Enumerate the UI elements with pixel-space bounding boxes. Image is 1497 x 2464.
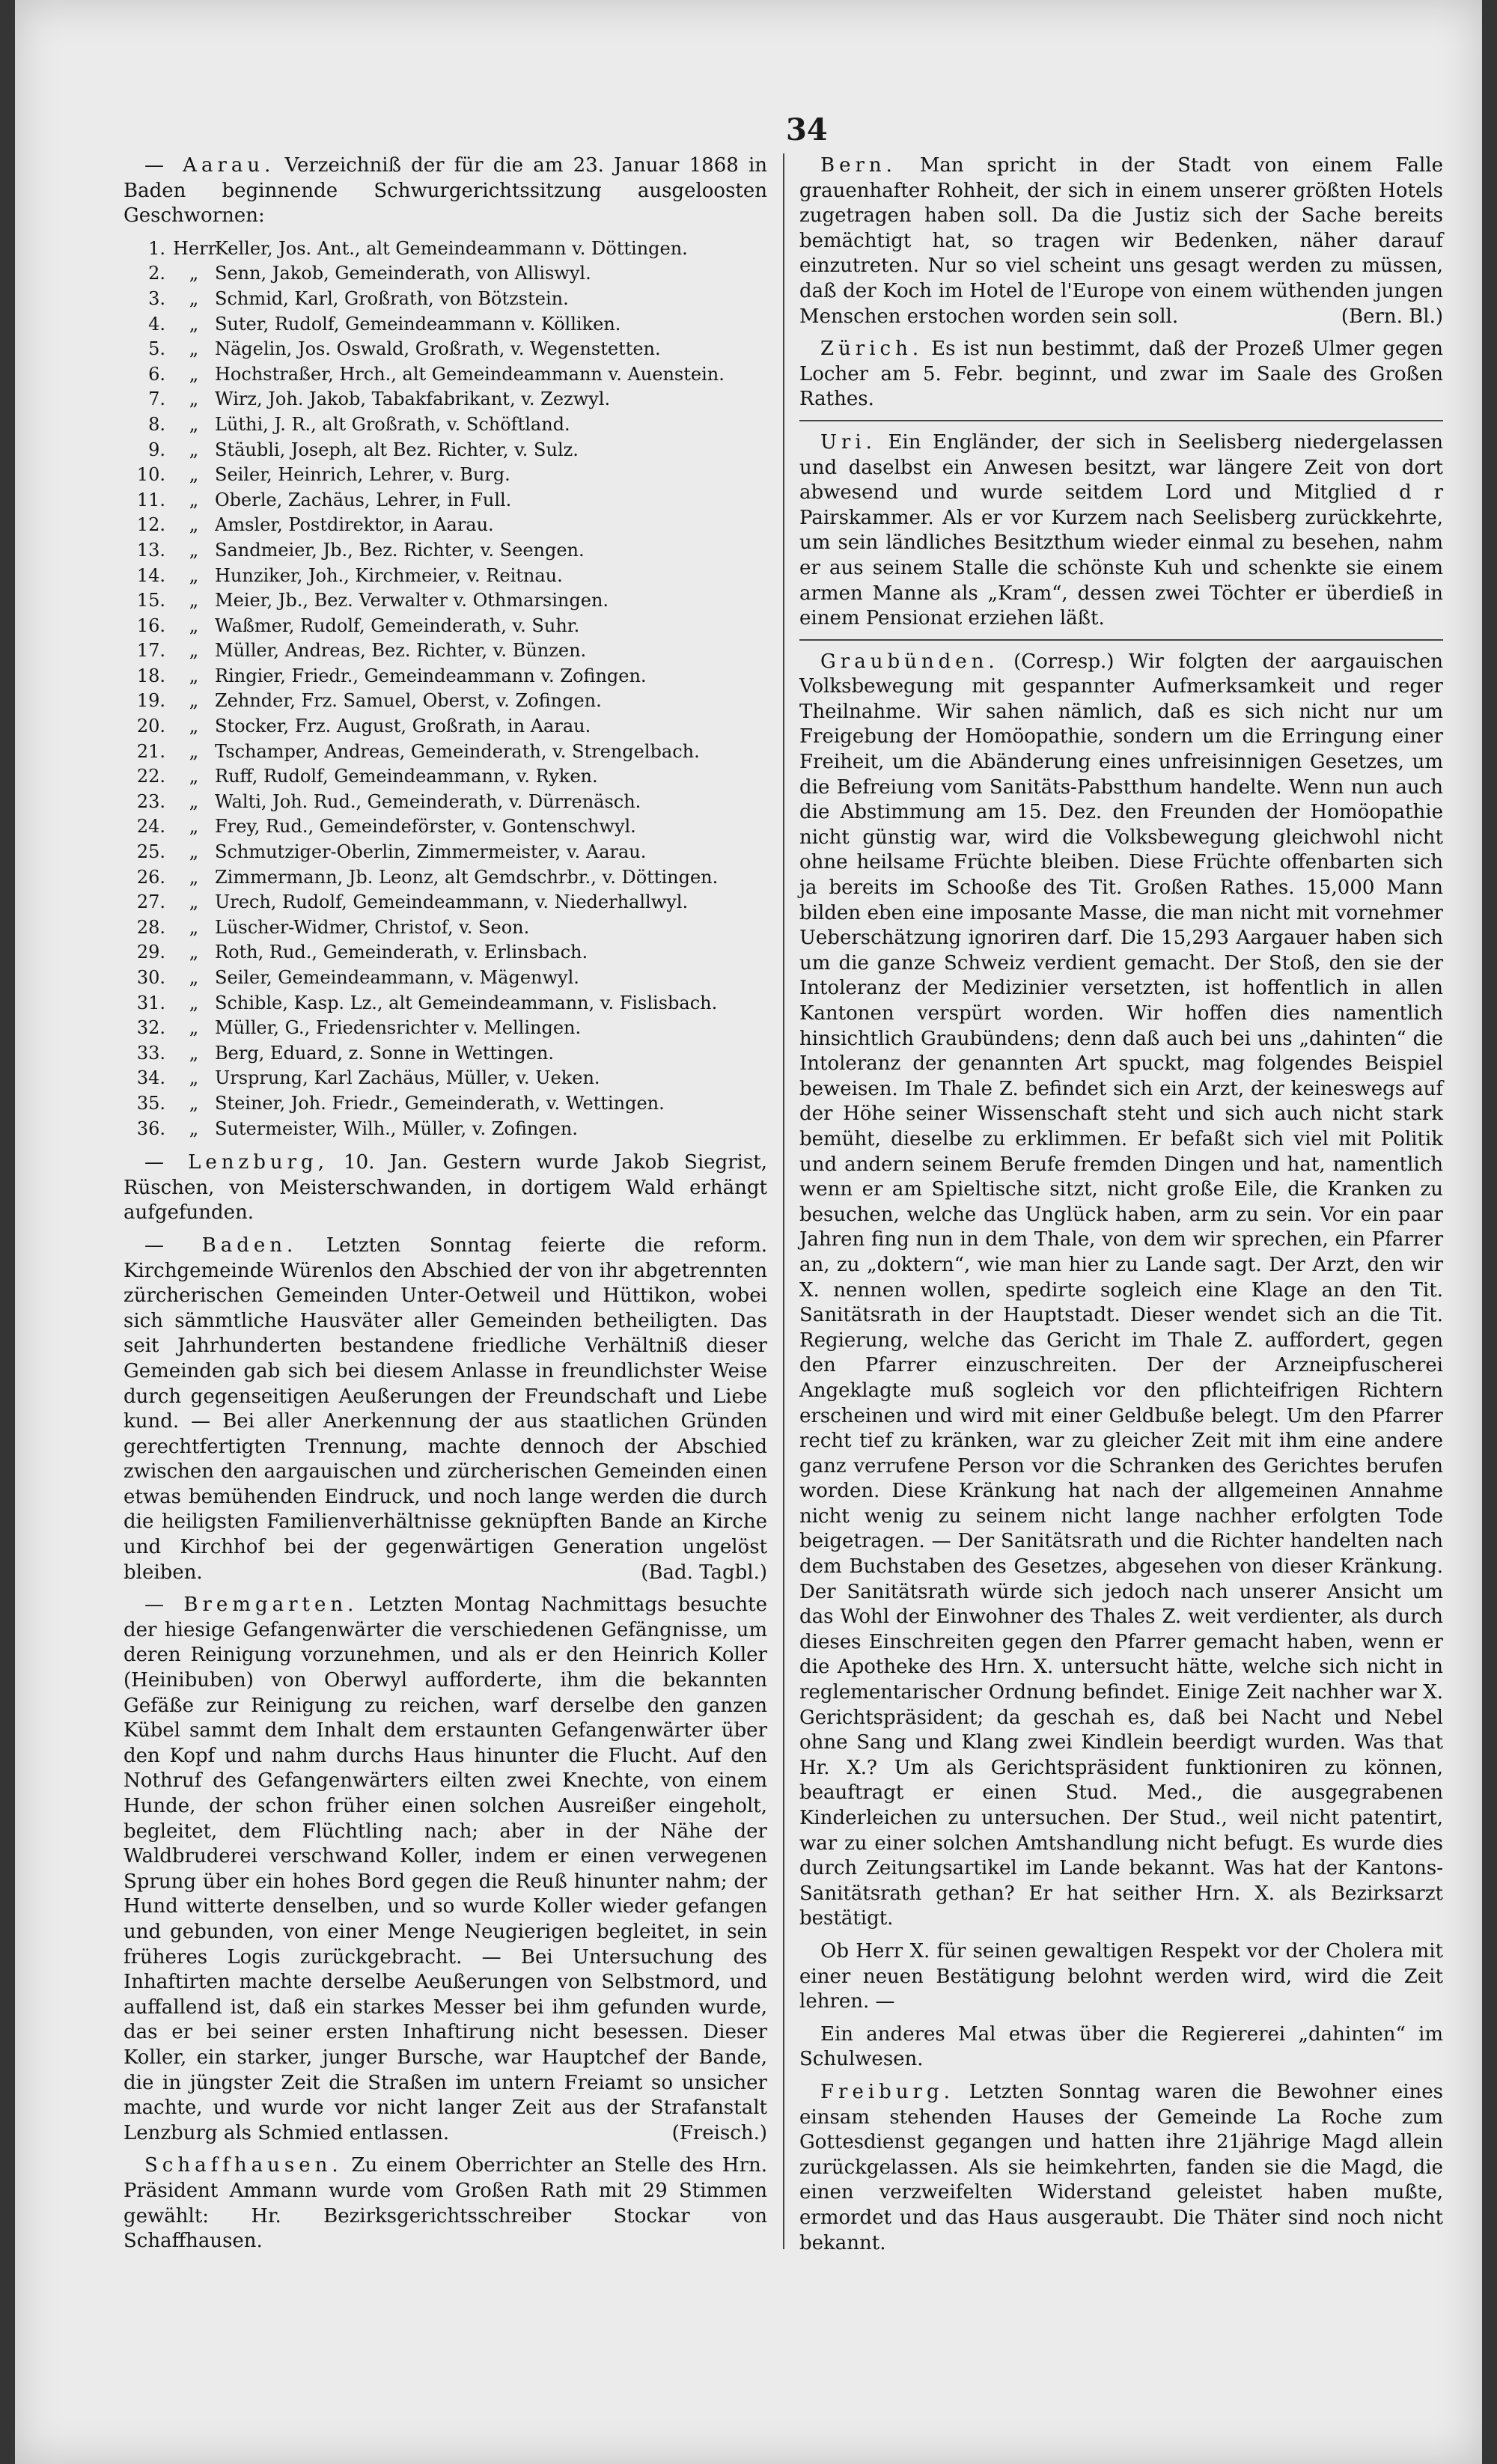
juror-row [124, 966, 767, 991]
juror-number: 33. [136, 1042, 165, 1064]
juror-number: 19. [136, 690, 165, 712]
juror-title: „ [189, 891, 199, 913]
juror-row [124, 764, 767, 790]
section-rule [799, 420, 1443, 421]
juror-name: Ruff, Rudolf, Gemeindeammann, v. Ryken. [215, 766, 598, 787]
juror-title: „ [189, 716, 199, 737]
juror-title: „ [189, 640, 199, 662]
juror-number: 23. [136, 790, 165, 812]
juror-number: 36. [136, 1117, 165, 1139]
juror-name: Senn, Jakob, Gemeinderath, von Alliswyl. [215, 263, 591, 284]
juror-name: Zehnder, Frz. Samuel, Oberst, v. Zofingen. [215, 690, 602, 712]
juror-row [124, 287, 767, 312]
juror-number: 24. [136, 816, 165, 838]
juror-row [124, 814, 767, 840]
juror-number: 17. [136, 640, 165, 662]
dateline: Graubünden. [820, 650, 999, 673]
article-text: Es ist nun bestimmt, daß der Prozeß Ulmer gegen Locher am 5. Febr. beginnt, und zwar im Saale des Großen Rathes. [799, 338, 1443, 411]
juror-row [124, 940, 767, 966]
juror-title: „ [189, 766, 199, 787]
juror-number: 2. [148, 263, 165, 284]
juror-row [124, 689, 767, 714]
juror-title: „ [189, 916, 199, 938]
juror-number: 31. [136, 992, 165, 1013]
juror-name: Amsler, Postdirektor, in Aarau. [215, 514, 494, 536]
juror-number: 26. [136, 866, 165, 888]
dateline: — Bremgarten. [144, 1594, 359, 1617]
article-text: Letzten Sonntag waren die Bewohner eines einsam stehenden Hauses der Gemeinde La Roche zum Gottesdienst gegangen und hatten ihre 21jährige Magd allein zurückgelassen. Als sie heimkehrten, fanden sie die Magd, die einen verzweifelten Widerstand geleistet haben mußte, ermordet und das Haus ausgeraubt. Die Thäter sind noch nicht bekannt. [799, 2080, 1444, 2254]
graubunden-paragraph: Ob Herr X. für seinen gewaltigen Respekt vor der Cholera mit einer neuen Bestätigung belohnt werden wird, wird die Zeit lehren. — [799, 1939, 1443, 2013]
juror-title: „ [189, 439, 199, 460]
juror-row [124, 1066, 767, 1091]
juror-number: 34. [136, 1067, 165, 1089]
juror-number: 1. [148, 237, 165, 259]
juror-name: Ringier, Friedr., Gemeindeammann v. Zofingen. [215, 665, 647, 686]
juror-number: 27. [136, 891, 165, 913]
juror-row [124, 588, 767, 614]
juror-title: „ [189, 615, 199, 636]
juror-number: 30. [136, 967, 165, 988]
juror-name: Ursprung, Karl Zachäus, Müller, v. Ueken. [215, 1067, 600, 1089]
juror-title: „ [189, 1067, 199, 1089]
juror-title: „ [189, 388, 199, 410]
juror-name: Keller, Jos. Ant., alt Gemeindeammann v. Döttingen. [215, 237, 688, 259]
juror-name: Suter, Rudolf, Gemeindeammann v. Kölliken. [215, 313, 621, 335]
juror-title: „ [189, 539, 199, 561]
article-text: 10. Jan. Gestern wurde Jakob Siegrist, Rüschen, von Meisterschwanden, in dortigem Wald erhängt aufgefunden. [124, 1151, 767, 1225]
juror-number: 14. [136, 564, 165, 586]
lenzburg-article [124, 1150, 767, 1226]
juror-list [124, 237, 767, 1141]
dateline: — Lenzburg, [144, 1151, 329, 1174]
juror-name: Urech, Rudolf, Gemeindeammann, v. Niederhallwyl. [215, 891, 689, 913]
juror-row [124, 261, 767, 287]
juror-name: Lüscher-Widmer, Christof, v. Seon. [215, 916, 530, 938]
juror-title: „ [189, 841, 199, 863]
juror-name: Schmutziger-Oberlin, Zimmermeister, v. Aarau. [215, 841, 647, 863]
juror-number: 13. [136, 539, 165, 561]
juror-title: „ [189, 967, 199, 988]
juror-title: „ [189, 690, 199, 712]
juror-title: „ [189, 1042, 199, 1064]
juror-number: 25. [136, 841, 165, 863]
juror-title: „ [189, 1092, 199, 1114]
juror-name: Steiner, Joh. Friedr., Gemeinderath, v. Wettingen. [215, 1092, 665, 1114]
article-text: Verzeichniß der für die am 23. Januar 1868 in Baden beginnende Schwurgerichtssitzung ausgeloosten Geschwornen: [124, 154, 768, 228]
dateline: Schaffhausen. [144, 2154, 343, 2177]
aarau-article [124, 153, 767, 229]
juror-row [124, 1117, 767, 1142]
juror-title: „ [189, 590, 199, 612]
juror-row [124, 538, 767, 564]
juror-name: Müller, Andreas, Bez. Richter, v. Bünzen. [215, 640, 587, 662]
juror-row [124, 714, 767, 739]
juror-number: 32. [136, 1017, 165, 1039]
right-column [799, 153, 1443, 2263]
juror-title: „ [189, 942, 199, 963]
juror-row [124, 1041, 767, 1067]
freiburg-article [799, 2080, 1443, 2256]
juror-number: 29. [136, 942, 165, 963]
juror-name: Roth, Rud., Gemeinderath, v. Erlinsbach. [215, 942, 588, 963]
juror-number: 5. [148, 338, 165, 360]
juror-title: „ [189, 564, 199, 586]
graubunden-article [799, 650, 1443, 1932]
juror-number: 18. [136, 665, 165, 686]
juror-title: „ [189, 866, 199, 888]
juror-number: 7. [148, 388, 165, 410]
juror-row [124, 337, 767, 362]
juror-row [124, 362, 767, 388]
juror-name: Frey, Rud., Gemeindeförster, v. Gontenschwyl. [215, 816, 636, 838]
uri-article [799, 430, 1443, 632]
juror-row [124, 739, 767, 765]
juror-title: „ [189, 665, 199, 686]
juror-number: 6. [148, 363, 165, 385]
juror-number: 4. [148, 313, 165, 335]
article-text: Letzten Montag Nachmittags besuchte der hiesige Gefangenwärter die verschiedenen Gefängnisse, um deren Reinigung vorzunehmen, und als er den Heinrich Koller (Heinibuben) von Oberwyl aufforderte, ihm die bekannten Gefäße zur Reinigung zu reichen, warf derselbe den ganzen Kübel sammt dem Inhalt dem erstaunten Gefangenwärter über den Kopf und nahm durchs Haus hinunter die Flucht. Auf den Nothruf des Gefangenwärters eilten zwei Knechte, von einem Hunde, der schon früher einen solchen Ausreißer eingeholt, begleitet, dem Flüchtling nach; aber in der Nähe der Waldbruderei verschwand Koller, indem er einen verwegenen Sprung über ein hohes Bord gegen die Reuß hinunter nahm; der Hund witterte denselben, und so wurde Koller wieder gefangen und gebunden, von einer Menge Neugierigen begleitet, in sein früheres Logis zurückgebracht. — Bei Untersuchung des Inhaftirten machte derselbe Aeußerungen von Selbstmord, und auffallend ist, daß ein starkes Messer bei ihm gefunden wurde, das er bei seiner ersten Inhaftirung nicht besessen. Dieser Koller, ein starker, junger Bursche, war Hauptchef der Bande, die in jüngster Zeit die Straßen im untern Freiamt so unsicher machte, und wurde vor nicht langer Zeit aus der Strafanstalt Lenzburg als Schmied entlassen. [124, 1594, 767, 2144]
juror-row [124, 1016, 767, 1041]
source-credit: (Freisch.) [671, 2121, 767, 2144]
juror-name: Hochstraßer, Hrch., alt Gemeindeammann v. Auenstein. [215, 363, 725, 385]
dateline: Uri. [820, 430, 876, 454]
juror-title: „ [189, 740, 199, 762]
juror-row [124, 513, 767, 538]
schaffhausen-article [124, 2153, 767, 2254]
juror-row [124, 237, 767, 262]
juror-row [124, 387, 767, 412]
juror-name: Seiler, Heinrich, Lehrer, v. Burg. [215, 464, 510, 486]
juror-name: Oberle, Zachäus, Lehrer, in Full. [215, 489, 512, 510]
juror-number: 11. [136, 489, 165, 510]
juror-row [124, 638, 767, 664]
dateline: Zürich. [820, 338, 924, 361]
bremgarten-article [124, 1593, 767, 2146]
juror-name: Berg, Eduard, z. Sonne in Wettingen. [215, 1042, 554, 1064]
juror-number: 16. [136, 615, 165, 636]
juror-name: Seiler, Gemeindeammann, v. Mägenwyl. [215, 967, 579, 988]
juror-name: Stäubli, Joseph, alt Bez. Richter, v. Sulz. [215, 439, 579, 460]
juror-row [124, 463, 767, 488]
juror-name: Walti, Joh. Rud., Gemeinderath, v. Dürrenäsch. [215, 790, 641, 812]
juror-number: 9. [148, 439, 165, 460]
source-credit: (Bad. Tagbl.) [641, 1561, 767, 1584]
juror-title: „ [189, 464, 199, 486]
juror-row [124, 865, 767, 891]
dateline: Bern. [820, 154, 897, 177]
juror-name: Sutermeister, Wilh., Müller, v. Zofingen. [215, 1117, 578, 1139]
juror-title: „ [189, 992, 199, 1013]
juror-number: 35. [136, 1092, 165, 1114]
juror-row [124, 790, 767, 815]
juror-row [124, 412, 767, 438]
article-text: Letzten Sonntag feierte die reform. Kirchgemeinde Würenlos den Abschied der von ihr abgetrennten zürcherischen Gemeinden Unter-Oetweil und Hüttikon, wobei sich sämmtliche Hausväter aller Gemeinden betheiligten. Das seit Jahrhunderten bestandene friedliche Verhältniß dieser Gemeinden gab sich bei diesem Anlasse in freundlichster Weise durch gegenseitigen Aeußerungen der Freundschaft und Liebe kund. — Bei aller Anerkennung der aus staatlichen Gründen gerechtfertigten Trennung, machte dennoch der Abschied zwischen den aargauischen und zürcherischen Gemeinden einen etwas bemühenden Eindruck, und noch lange werden die durch die heiligsten Familienverhältnisse geknüpften Bande an Kirche und Kirchhof bei der gegenwärtigen Generation ungelöst bleiben. [124, 1233, 767, 1584]
juror-name: Wirz, Joh. Jakob, Tabakfabrikant, v. Zezwyl. [215, 388, 611, 410]
juror-title: „ [189, 790, 199, 812]
juror-name: Zimmermann, Jb. Leonz, alt Gemdschrbr., v. Döttingen. [215, 866, 719, 888]
juror-row [124, 664, 767, 689]
juror-name: Waßmer, Rudolf, Gemeinderath, v. Suhr. [215, 615, 580, 636]
left-column [124, 153, 767, 2262]
juror-title: „ [189, 514, 199, 536]
juror-row [124, 564, 767, 589]
bern-article [799, 153, 1443, 329]
article-text: Man spricht in der Stadt von einem Falle grauenhafter Rohheit, der sich in einem unserer größten Hotels zugetragen haben soll. Da die Justiz sich der Sache bereits bemächtigt hat, so tragen wir Bedenken, näher darauf einzutreten. Nur so viel scheint uns gesagt werden zu müssen, daß der Koch im Hotel de l'Europe von einem wüthenden jungen Menschen erstochen worden sein soll. [799, 154, 1443, 328]
juror-number: 3. [148, 287, 165, 309]
juror-row [124, 614, 767, 639]
juror-number: 20. [136, 716, 165, 737]
juror-title: „ [189, 413, 199, 435]
juror-row [124, 1091, 767, 1117]
source-credit: (Bern. Bl.) [1341, 305, 1443, 328]
juror-row [124, 488, 767, 513]
juror-title: „ [189, 1117, 199, 1139]
juror-row [124, 991, 767, 1016]
juror-name: Meier, Jb., Bez. Verwalter v. Othmarsingen. [215, 590, 609, 612]
juror-number: 8. [148, 413, 165, 435]
page-number: 34 [786, 112, 828, 147]
juror-number: 21. [136, 740, 165, 762]
dateline: Freiburg. [820, 2080, 954, 2103]
juror-title: „ [189, 489, 199, 510]
juror-row [124, 312, 767, 338]
juror-row [124, 890, 767, 915]
juror-name: Hunziker, Joh., Kirchmeier, v. Reitnau. [215, 564, 563, 586]
juror-title: „ [189, 816, 199, 838]
article-text: (Corresp.) Wir folgten der aargauischen Volksbewegung mit gespannter Aufmerksamkeit und reger Theilnahme. Wir sahen nämlich, daß es sich nicht nur um Freigebung der Homöopathie, sondern um die Erringung einer Freiheit, um die Abänderung eines unfreisinnigen Gesetzes, um die Befreiung vom Sanitäts-Pabstthum handelte. Wenn nun auch die Abstimmung am 15. Dez. den Freunden der Homöopathie nicht günstig war, wird die Volksbewegung gleichwohl nicht ohne heilsame Früchte bleiben. Diese Früchte offenbarten sich ja bereits im Schooße des Tit. Großen Rathes. 15,000 Mann bilden eben eine imposante Masse, die man nicht mit vornehmer Ueberschätzung ignoriren darf. Die 15,293 Aargauer haben sich um die ganze Schweiz verdient gemacht. Der Stoß, den sie der Intoleranz der Medizinier versetzten, ist hoffentlich in allen Kantonen verspürt worden. Wir hoffen dies namentlich hinsichtlich Graubündens; denn daß auch bei uns „dahinten“ die Intoleranz der genannten Art spuckt, mag folgendes Beispiel beweisen. Im Thale Z. befindet sich ein Arzt, der keineswegs auf der Höhe seiner Wissenschaft steht und sich auch nicht stark bemüht, dieselbe zu erklimmen. Er befaßt sich viel mit Politik und andern seinem Berufe fremden Dingen und hat, namentlich wenn er am Spieltische sitzt, nicht große Eile, die Kranken zu besuchen, welche das Unglück haben, arm zu sein. Vor ein paar Jahren fing nun in dem Thale, von dem wir sprechen, ein Pfarrer an, zu „doktern“, wie man hier zu Lande sagt. Der Arzt, den wir X. nennen wollen, spedirte sogleich eine Klage an den Tit. Sanitätsrath in der Hauptstadt. Dieser wendet sich an die Tit. Regierung, welche das Gericht im Thale Z. auffordert, gegen den Pfarrer einzuschreiten. Der der Arzneipfuscherei Angeklagte muß sogleich vor den pflichteifrigen Richtern erscheinen und wird mit einer Geldbuße belegt. Um den Pfarrer recht tief zu kränken, war zu gleicher Zeit mit ihm eine andere ganz verrufene Person vor die Schranken des Gerichtes berufen worden. Diese Kränkung hat nach der allgemeinen Annahme nicht wenig zu seinem nicht lange nachher erfolgten Tode beigetragen. — Der Sanitätsrath und die Richter handelten nach dem Buchstaben des Gesetzes, abgesehen von dieser Kränkung. Der Sanitätsrath würde sich jedoch nach unserer Ansicht um das Wohl der Einwohner des Thales Z. weit verdienter, als durch dieses Einschreiten gegen den Pfarrer gemacht haben, wenn er die Apotheke des Hrn. X. untersucht hätte, welche sich nicht in reglementarischer Ordnung befindet. Einige Zeit nachher war X. Gerichtspräsident; da geschah es, daß bei Nacht und Nebel ohne Sang und Klang zwei Kindlein beerdigt wurden. Was that Hr. X.? Um als Gerichtspräsident funktioniren zu können, beauftragt er einen Stud. Med., die ausgegrabenen Kinderleichen zu untersuchen. Der Stud., weil nicht patentirt, war zu einer solchen Amtshandlung nicht befugt. Es wurde dies durch Zeitungsartikel im Lande bekannt. Was hat der Kantons-Sanitätsrath gethan? Er hat seither Hrn. X. als Bezirksarzt bestätigt. [799, 650, 1443, 1930]
juror-number: 28. [136, 916, 165, 938]
article-text: Zu einem Oberrichter an Stelle des Hrn. Präsident Ammann wurde vom Großen Rath mit 29 Stimmen gewählt: Hr. Bezirksgerichtsschreiber Stockar von Schaffhausen. [124, 2154, 768, 2253]
juror-title: „ [189, 1017, 199, 1039]
juror-number: 12. [136, 514, 165, 536]
juror-name: Schible, Kasp. Lz., alt Gemeindeammann, v. Fislisbach. [215, 992, 718, 1013]
juror-number: 22. [136, 766, 165, 787]
juror-row [124, 915, 767, 941]
juror-name: Sandmeier, Jb., Bez. Richter, v. Seengen. [215, 539, 585, 561]
juror-title: Herr [173, 237, 217, 259]
juror-title: „ [189, 287, 199, 309]
juror-name: Stocker, Frz. August, Großrath, in Aarau. [215, 716, 591, 737]
section-rule [799, 639, 1443, 641]
article-text: Ein Engländer, der sich in Seelisberg niedergelassen und daselbst ein Anwesen besitzt, war längere Zeit von dort abwesend und wurde seitdem Lord und Mitglied d r Pairskammer. Als er vor Kurzem nach Seelisberg zurückkehrte, um sein ländliches Besitzthum wieder einmal zu besehen, nahm er aus seinem Stalle die schönste Kuh und schenkte sie einem armen Manne als „Kram“, dessen zwei Töchter er überdieß in einem Pensionat erziehen läßt. [799, 430, 1444, 630]
juror-title: „ [189, 363, 199, 385]
graubunden-paragraph: Ein anderes Mal etwas über die Regiererei „dahinten“ im Schulwesen. [799, 2022, 1443, 2071]
juror-row [124, 840, 767, 865]
juror-name: Schmid, Karl, Großrath, von Bötzstein. [215, 287, 569, 309]
juror-title: „ [189, 313, 199, 335]
juror-number: 10. [136, 464, 165, 486]
juror-row [124, 438, 767, 463]
column-divider [783, 153, 784, 2249]
juror-name: Nägelin, Jos. Oswald, Großrath, v. Wegenstetten. [215, 338, 661, 360]
juror-name: Müller, G., Friedensrichter v. Mellingen. [215, 1017, 582, 1039]
juror-number: 15. [136, 590, 165, 612]
dateline: — Aarau. [144, 154, 275, 177]
dateline: — Baden. [144, 1233, 298, 1257]
baden-article [124, 1233, 767, 1585]
juror-name: Tschamper, Andreas, Gemeinderath, v. Strengelbach. [215, 740, 700, 762]
juror-title: „ [189, 338, 199, 360]
juror-title: „ [189, 263, 199, 284]
juror-name: Lüthi, J. R., alt Großrath, v. Schöftland. [215, 413, 570, 435]
zurich-article [799, 337, 1443, 412]
